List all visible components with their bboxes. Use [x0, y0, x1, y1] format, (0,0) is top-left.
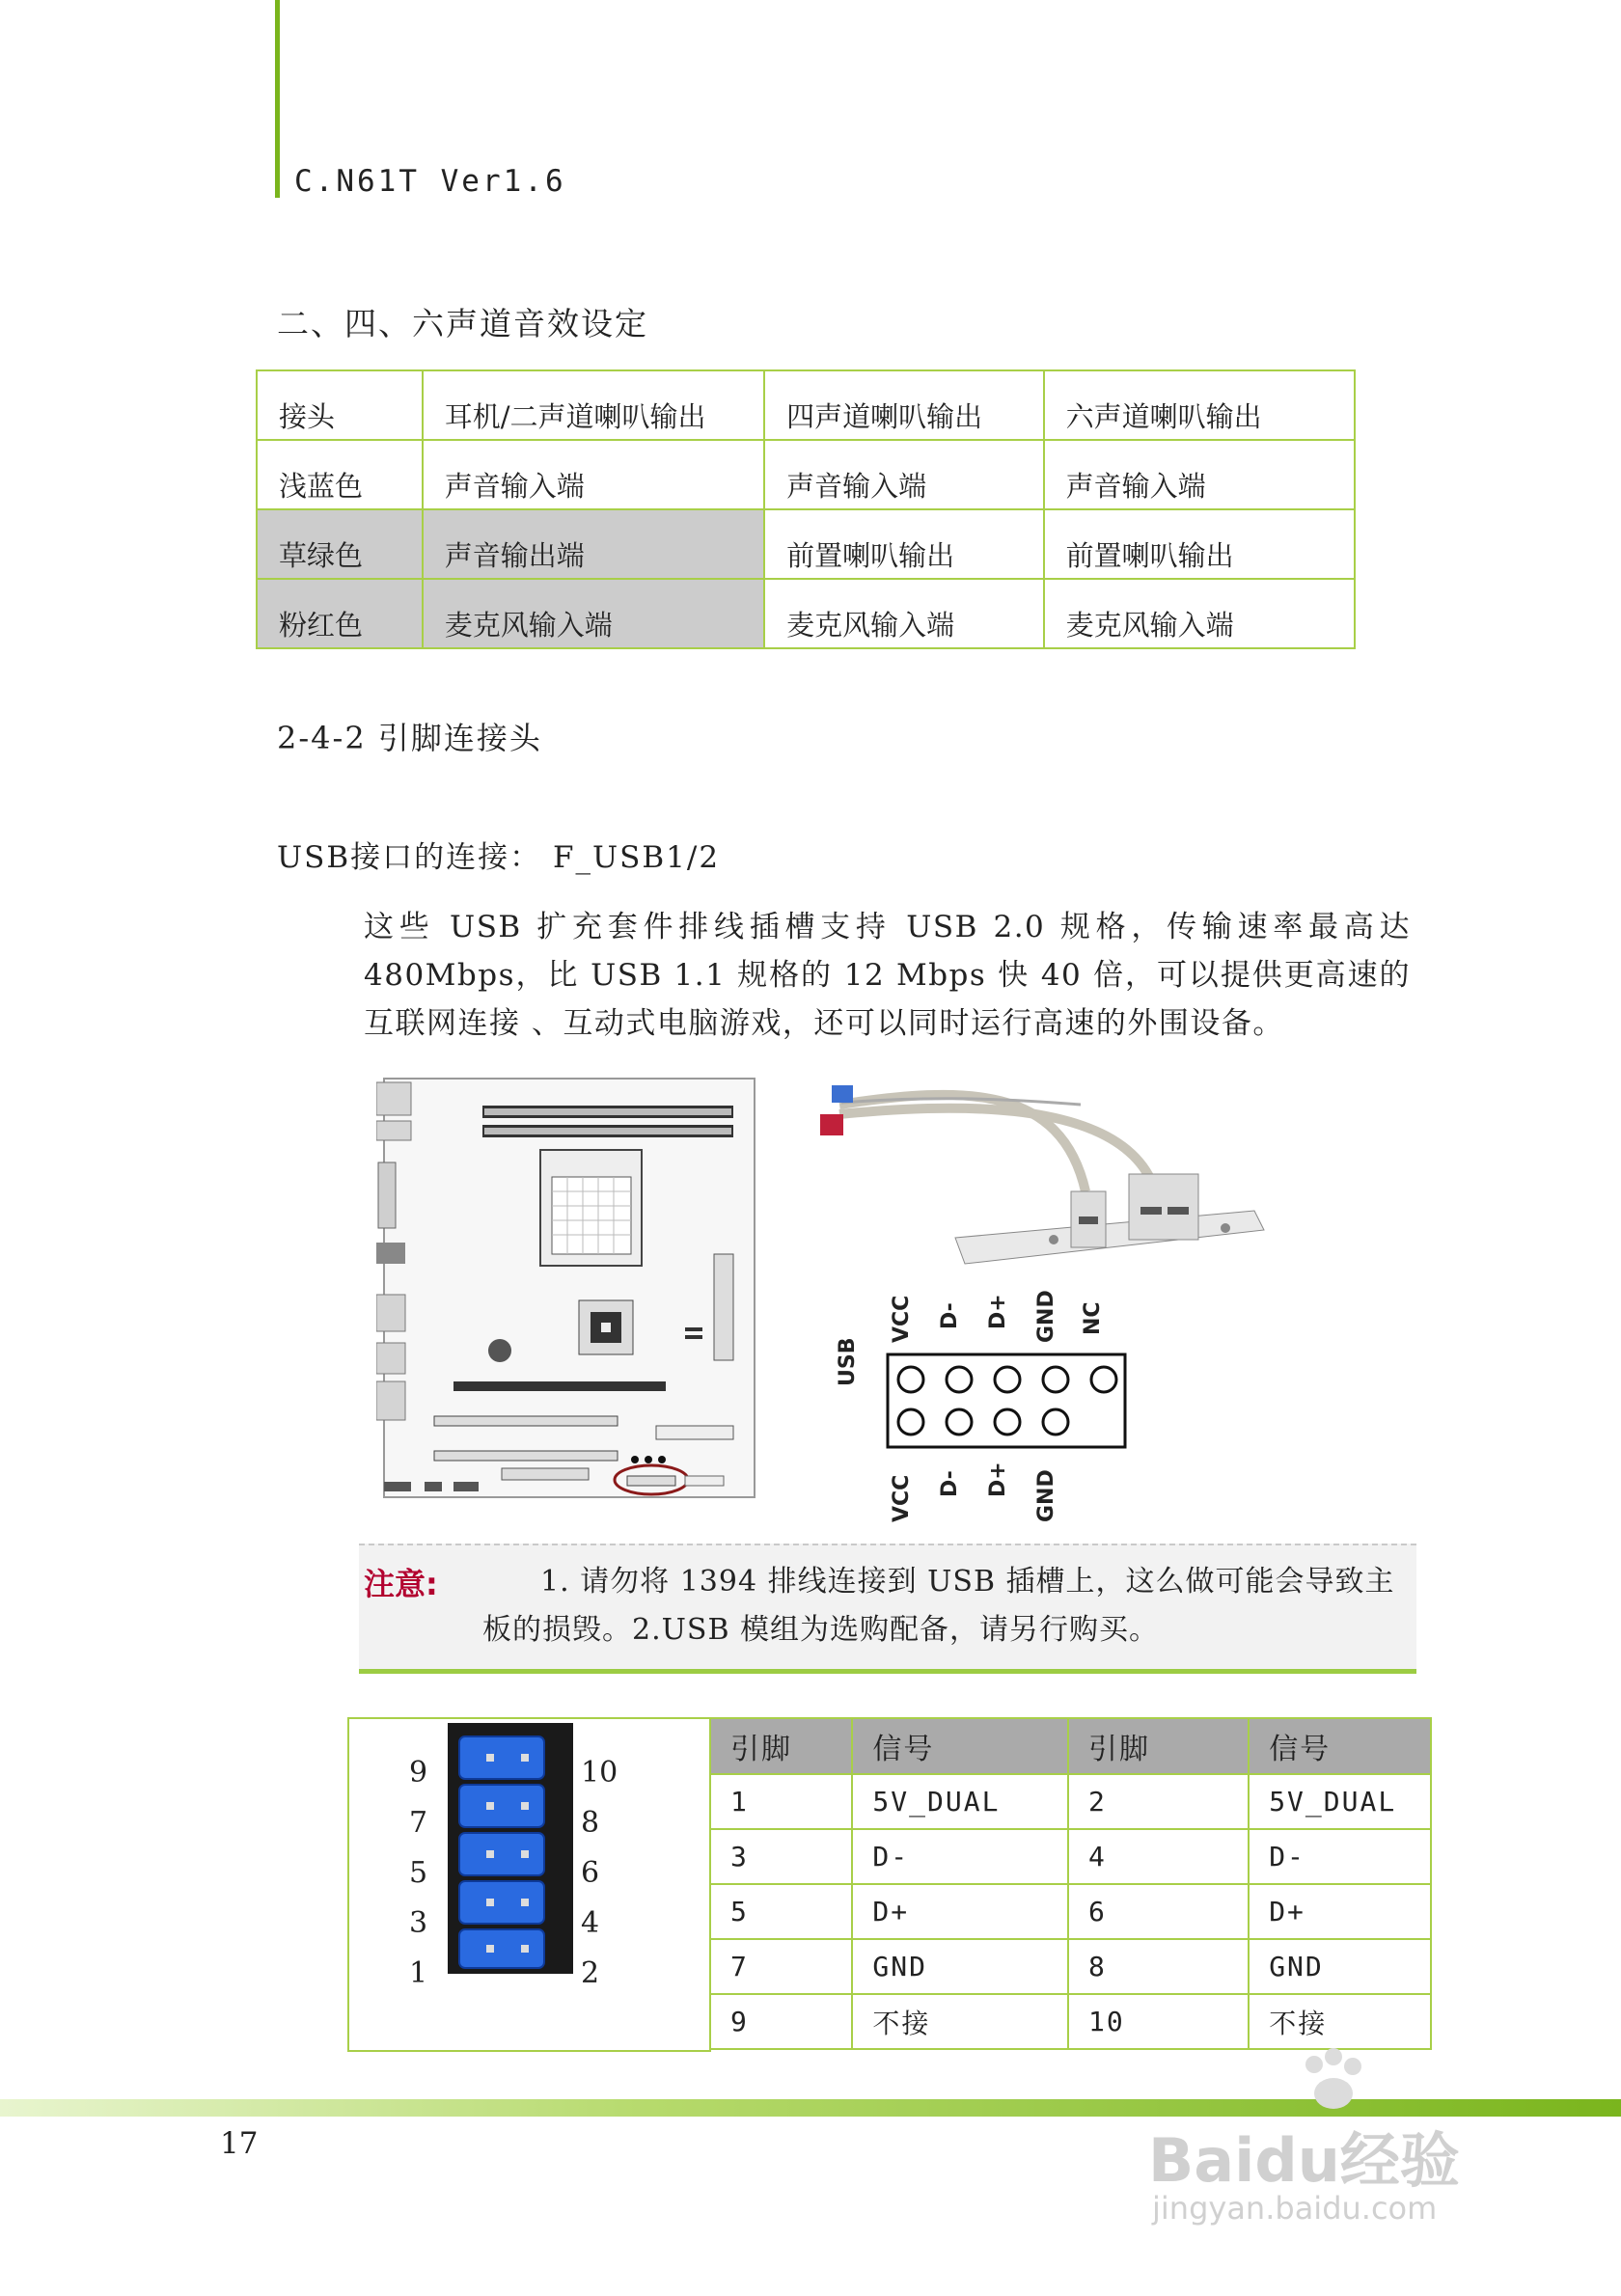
pin-numbers-left [409, 1748, 427, 1999]
note-label: 注意: [364, 1566, 438, 1602]
table-cell: 2 [1068, 1774, 1249, 1829]
column-header: 信号 [1249, 1718, 1431, 1774]
table-cell: 10 [1068, 1994, 1249, 2049]
table-cell: 不接 [1249, 1994, 1431, 2049]
table-cell: 8 [1068, 1939, 1249, 1994]
note-text: 1. 请勿将 1394 排线连接到 USB 插槽上，这么做可能会导致主板的损毁。2.USB 模组为选购配备，请另行购买。 [482, 1565, 1395, 1647]
table-cell: 耳机/二声道喇叭输出 [423, 370, 764, 440]
table-header-row [710, 1718, 1431, 1774]
pin-number: 5 [409, 1856, 428, 1890]
table-cell: 声音输入端 [423, 440, 764, 509]
watermark-brand: Baidu经验 [1148, 2125, 1460, 2196]
table-row [710, 1994, 1431, 2049]
table-cell: 5V_DUAL [852, 1774, 1068, 1829]
table-cell: 四声道喇叭输出 [764, 370, 1043, 440]
pin-number: 7 [409, 1806, 428, 1840]
table-cell: 草绿色 [257, 509, 423, 579]
table-cell: 声音输入端 [1044, 440, 1355, 509]
watermark-url: jingyan.baidu.com [1152, 2190, 1438, 2227]
table-cell: D+ [852, 1884, 1068, 1939]
table-cell: 浅蓝色 [257, 440, 423, 509]
table-cell: 5V_DUAL [1249, 1774, 1431, 1829]
pin-number: 6 [581, 1856, 600, 1890]
table-cell: 粉红色 [257, 579, 423, 648]
table-cell: GND [852, 1939, 1068, 1994]
pin-number: 10 [581, 1756, 618, 1790]
table-cell: 3 [710, 1829, 852, 1884]
table-row [710, 1774, 1431, 1829]
header-accent-bar [275, 0, 280, 198]
pin-label: GND [1034, 1469, 1058, 1522]
table-cell: 麦克风输入端 [764, 579, 1043, 648]
table-row [710, 1829, 1431, 1884]
pin-header-outline [886, 1353, 1127, 1449]
document-code: C.N61T Ver1.6 [294, 164, 566, 199]
table-cell: 声音输入端 [764, 440, 1043, 509]
table-cell: 麦克风输入端 [1044, 579, 1355, 648]
pin-number: 4 [581, 1906, 600, 1940]
table-row [257, 509, 1355, 579]
audio-channel-table [256, 369, 1356, 649]
paw-icon [1293, 2045, 1370, 2115]
table-cell: 7 [710, 1939, 852, 1994]
table-cell: D+ [1249, 1884, 1431, 1939]
table-row [257, 370, 1355, 440]
pin-header-photo-box [347, 1717, 711, 2052]
table-row [710, 1884, 1431, 1939]
usb-header-photo [448, 1723, 573, 1974]
usb-row-label: USB [836, 1337, 860, 1386]
usb-section-title: USB接口的连接： F_USB1/2 [277, 840, 721, 875]
pin-label: VCC [890, 1474, 914, 1522]
page-number: 17 [220, 2126, 259, 2161]
table-cell: 接头 [257, 370, 423, 440]
table-cell: D- [852, 1829, 1068, 1884]
pin-label: NC [1081, 1301, 1105, 1335]
pin-numbers-right [581, 1748, 618, 1999]
table-cell: 六声道喇叭输出 [1044, 370, 1355, 440]
pin-number: 8 [581, 1806, 600, 1840]
table-row [257, 440, 1355, 509]
table-cell: 6 [1068, 1884, 1249, 1939]
table-cell: 麦克风输入端 [423, 579, 764, 648]
pin-signal-table [709, 1717, 1432, 2050]
pin-label: VCC [890, 1295, 914, 1343]
usb-top-labels [890, 1275, 1113, 1343]
column-header: 引脚 [1068, 1718, 1249, 1774]
table-cell: 前置喇叭输出 [1044, 509, 1355, 579]
usb-description: 这些 USB 扩充套件排线插槽支持 USB 2.0 规格，传输速率最高达 480Mbps，比 USB 1.1 规格的 12 Mbps 快 40 倍，可以提供更高速的互联网连接 、互动式电脑游戏，还可以同时运行高速的外围设备。 [364, 910, 1411, 1041]
pin-label: D+ [986, 1462, 1010, 1497]
table-row [257, 579, 1355, 648]
pin-number: 9 [409, 1756, 428, 1790]
pin-label: D- [938, 1302, 962, 1329]
motherboard-diagram [376, 1071, 762, 1505]
column-header: 引脚 [710, 1718, 852, 1774]
table-row [710, 1939, 1431, 1994]
column-header: 信号 [852, 1718, 1068, 1774]
pin-label: D+ [986, 1294, 1010, 1329]
audio-section-title: 二、四、六声道音效设定 [277, 305, 648, 342]
pin-number: 1 [409, 1956, 428, 1990]
table-cell: 1 [710, 1774, 852, 1829]
usb-bottom-labels [890, 1455, 1113, 1532]
table-cell: 声音输出端 [423, 509, 764, 579]
table-cell: D- [1249, 1829, 1431, 1884]
table-cell: GND [1249, 1939, 1431, 1994]
pin-label: D- [938, 1470, 962, 1497]
table-cell: 不接 [852, 1994, 1068, 2049]
table-cell: 5 [710, 1884, 852, 1939]
table-cell: 9 [710, 1994, 852, 2049]
pin-number: 3 [409, 1906, 428, 1940]
pin-number: 2 [581, 1956, 600, 1990]
usb-bracket-cable-image [772, 1047, 1274, 1278]
pin-section-title: 2-4-2 引脚连接头 [277, 720, 542, 756]
table-cell: 前置喇叭输出 [764, 509, 1043, 579]
table-cell: 4 [1068, 1829, 1249, 1884]
pin-label: GND [1034, 1290, 1058, 1343]
